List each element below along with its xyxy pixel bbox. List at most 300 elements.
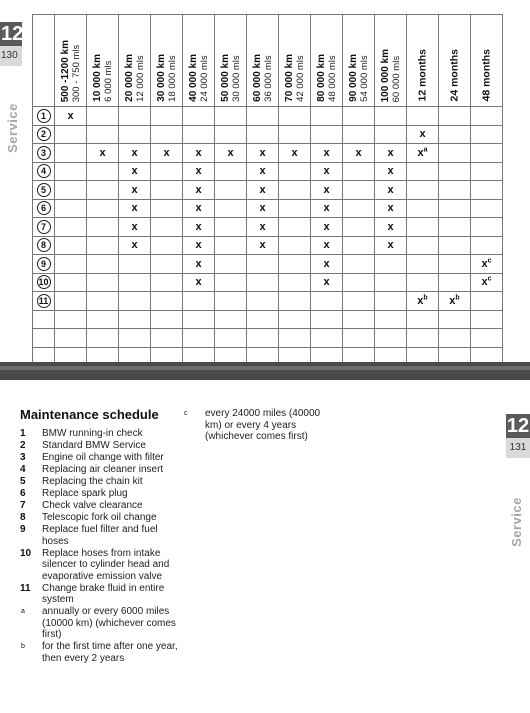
check-mark: x [323, 202, 330, 215]
legend-text: Engine oil change with filter [42, 452, 164, 463]
schedule-cell [407, 162, 439, 181]
interval-km: 20 000 km [123, 54, 135, 102]
schedule-cell [151, 273, 183, 292]
schedule-cell [247, 125, 279, 144]
schedule-cell [471, 255, 503, 274]
legend-text: Standard BMW Service [42, 440, 146, 451]
interval-miles: 300 - 750 mls [70, 44, 82, 102]
check-mark: x [419, 128, 426, 141]
footnote-ref: a [423, 146, 428, 154]
schedule-cell [55, 144, 87, 163]
section-title: Maintenance schedule [20, 407, 159, 422]
divider-stripe [0, 366, 530, 370]
interval-km: 48 months [480, 49, 492, 102]
column-header [279, 15, 311, 107]
check-mark: x [195, 257, 202, 270]
table-row [33, 236, 503, 255]
circled-number: 4 [37, 164, 51, 178]
check-mark: x [323, 146, 330, 159]
schedule-cell [471, 273, 503, 292]
footnote-item [183, 408, 333, 443]
footnote-ref: c [487, 275, 492, 283]
check-mark: x [323, 220, 330, 233]
chapter-number: 12 [1, 23, 24, 45]
schedule-cell [55, 162, 87, 181]
schedule-cell [311, 255, 343, 274]
check-mark: x [131, 183, 138, 196]
check-mark: $x^c$ [481, 275, 492, 289]
schedule-cell [119, 199, 151, 218]
legend-key: 10 [20, 547, 32, 559]
schedule-cell [247, 329, 279, 348]
schedule-cell [311, 181, 343, 200]
legend-item [20, 512, 180, 524]
schedule-cell [183, 273, 215, 292]
schedule-cell [375, 181, 407, 200]
column-header [343, 15, 375, 107]
schedule-cell [151, 218, 183, 237]
schedule-cell [375, 236, 407, 255]
check-mark: x [195, 276, 202, 289]
check-mark: x [259, 202, 266, 215]
schedule-cell [247, 236, 279, 255]
legend-text: Replace fuel filter and fuel hoses [42, 524, 158, 547]
schedule-cell [183, 236, 215, 255]
schedule-cell [279, 181, 311, 200]
schedule-cell [407, 218, 439, 237]
table-row [33, 125, 503, 144]
schedule-cell [247, 144, 279, 163]
schedule-cell [407, 181, 439, 200]
schedule-cell [311, 218, 343, 237]
schedule-cell [215, 329, 247, 348]
circled-number: 6 [37, 201, 51, 215]
table-row [33, 329, 503, 348]
interval-km: 90 000 km [347, 54, 359, 102]
schedule-cell [183, 162, 215, 181]
circled-number: 10 [38, 277, 49, 288]
row-number [33, 218, 55, 237]
header-corner [33, 15, 55, 107]
schedule-cell [471, 218, 503, 237]
schedule-cell [439, 144, 471, 163]
schedule-cell [151, 181, 183, 200]
circled-number: 8 [37, 238, 51, 252]
schedule-cell [407, 310, 439, 329]
schedule-cell [151, 107, 183, 126]
schedule-cell [311, 292, 343, 311]
schedule-cell [55, 181, 87, 200]
schedule-cell [87, 181, 119, 200]
check-mark: x [387, 165, 394, 178]
schedule-cell [87, 292, 119, 311]
schedule-cell [311, 162, 343, 181]
column-header [471, 15, 503, 107]
schedule-cell [119, 255, 151, 274]
schedule-cell [279, 125, 311, 144]
interval-km: 30 000 km [155, 54, 167, 102]
column-header [55, 15, 87, 107]
schedule-cell [183, 199, 215, 218]
legend-item [20, 524, 180, 547]
check-mark: x [131, 146, 138, 159]
schedule-cell [279, 107, 311, 126]
check-mark: x [195, 146, 202, 159]
schedule-cell [215, 199, 247, 218]
schedule-cell [279, 199, 311, 218]
schedule-cell [439, 255, 471, 274]
legend-key: 6 [20, 488, 26, 499]
schedule-cell [279, 236, 311, 255]
schedule-cell [55, 125, 87, 144]
check-mark: x [163, 146, 170, 159]
check-mark: x [323, 276, 330, 289]
check-mark: x [259, 220, 266, 233]
page-number: 131 [506, 438, 530, 458]
interval-km: 80 000 km [315, 54, 327, 102]
schedule-cell [183, 218, 215, 237]
row-number [33, 125, 55, 144]
footnote-ref: c [487, 257, 492, 265]
circled-number: 9 [37, 257, 51, 271]
check-mark: x [195, 239, 202, 252]
schedule-cell [247, 292, 279, 311]
interval-miles: 36 000 mls [262, 55, 274, 102]
schedule-cell [87, 310, 119, 329]
interval-miles: 48 000 mls [326, 55, 338, 102]
schedule-cell [215, 310, 247, 329]
schedule-cell [119, 125, 151, 144]
check-mark: x [195, 202, 202, 215]
schedule-cell [183, 181, 215, 200]
schedule-cell [279, 218, 311, 237]
schedule-cell [119, 292, 151, 311]
schedule-cell [407, 236, 439, 255]
schedule-cell [311, 329, 343, 348]
column-header [151, 15, 183, 107]
schedule-cell [215, 144, 247, 163]
row-number [33, 329, 55, 348]
schedule-cell [343, 292, 375, 311]
schedule-cell [119, 107, 151, 126]
check-mark: x [131, 220, 138, 233]
schedule-cell [439, 310, 471, 329]
schedule-cell [343, 181, 375, 200]
schedule-cell [407, 144, 439, 163]
schedule-cell [439, 199, 471, 218]
check-mark: x [259, 239, 266, 252]
schedule-cell [119, 236, 151, 255]
footnote-key: b [21, 643, 25, 650]
interval-miles: 18 000 mls [166, 55, 178, 102]
schedule-cell [279, 162, 311, 181]
schedule-cell [183, 125, 215, 144]
schedule-cell [439, 273, 471, 292]
schedule-cell [311, 310, 343, 329]
schedule-cell [183, 144, 215, 163]
schedule-cell [87, 125, 119, 144]
check-mark: x [227, 146, 234, 159]
schedule-cell [311, 199, 343, 218]
interval-km: 10 000 km [91, 54, 103, 102]
schedule-cell [215, 273, 247, 292]
schedule-cell [215, 292, 247, 311]
schedule-cell [151, 199, 183, 218]
schedule-cell [311, 236, 343, 255]
schedule-cell [439, 292, 471, 311]
legend-text: Replace hoses from intake silencer to cylinder head and evaporative emission valve [42, 547, 170, 582]
interval-miles: 54 000 mls [358, 55, 370, 102]
legend-text: Change brake fluid in entire system [42, 582, 165, 605]
schedule-cell [119, 218, 151, 237]
schedule-cell [151, 329, 183, 348]
check-mark: $x^c$ [481, 257, 492, 270]
schedule-cell [247, 273, 279, 292]
schedule-cell [183, 107, 215, 126]
schedule-cell [343, 218, 375, 237]
schedule-cell [375, 255, 407, 274]
schedule-cell [343, 236, 375, 255]
schedule-cell [471, 107, 503, 126]
footnote-ref: b [423, 294, 428, 302]
interval-km: 60 000 km [251, 54, 263, 102]
legend-item [20, 452, 180, 464]
check-mark: x [355, 146, 362, 159]
check-mark: x [131, 202, 138, 215]
schedule-cell [151, 255, 183, 274]
schedule-cell [279, 310, 311, 329]
column-header [439, 15, 471, 107]
schedule-cell [375, 199, 407, 218]
check-mark: x [387, 146, 394, 159]
section-label: Service [5, 103, 20, 153]
maintenance-schedule-table [32, 14, 503, 366]
schedule-cell [119, 162, 151, 181]
column-header [407, 15, 439, 107]
schedule-cell [119, 144, 151, 163]
schedule-cell [87, 236, 119, 255]
schedule-cell [87, 199, 119, 218]
check-mark: x [195, 165, 202, 178]
schedule-cell [215, 125, 247, 144]
check-mark: x [323, 257, 330, 270]
footnote-text: for the first time after one year, then every 2 years [42, 641, 178, 664]
check-mark: x [195, 183, 202, 196]
footnote-key: c [184, 410, 188, 417]
row-number [33, 107, 55, 126]
page-number: 130 [0, 46, 22, 66]
check-mark: x [387, 183, 394, 196]
schedule-cell [375, 292, 407, 311]
schedule-cell [375, 144, 407, 163]
schedule-cell [471, 162, 503, 181]
check-mark: x [131, 239, 138, 252]
circled-number: 11 [37, 294, 51, 308]
schedule-cell [87, 107, 119, 126]
check-mark: x [387, 239, 394, 252]
schedule-cell [407, 255, 439, 274]
table-row [33, 181, 503, 200]
table-row [33, 310, 503, 329]
table-row [33, 292, 503, 311]
interval-miles: 60 000 mls [390, 55, 402, 102]
interval-km: 100 000 km [379, 48, 391, 102]
schedule-cell [87, 144, 119, 163]
footnote-ref: b [455, 294, 460, 302]
schedule-cell [439, 218, 471, 237]
schedule-cell [151, 236, 183, 255]
schedule-cell [247, 218, 279, 237]
schedule-cell [247, 107, 279, 126]
schedule-cell [343, 329, 375, 348]
schedule-cell [151, 125, 183, 144]
schedule-cell [247, 181, 279, 200]
legend-key: 8 [20, 512, 26, 523]
footnote-text: annually or every 6000 miles (10000 km) (whichever comes first) [42, 606, 176, 640]
schedule-cell [343, 199, 375, 218]
interval-miles: 42 000 mls [294, 55, 306, 102]
row-number [33, 255, 55, 274]
schedule-cell [471, 236, 503, 255]
schedule-cell [407, 199, 439, 218]
footnote-item [20, 606, 180, 641]
column-header [375, 15, 407, 107]
schedule-cell [55, 255, 87, 274]
schedule-cell [375, 125, 407, 144]
schedule-cell [343, 144, 375, 163]
schedule-cell [55, 292, 87, 311]
interval-miles: 24 000 mls [198, 55, 210, 102]
schedule-cell [439, 236, 471, 255]
schedule-cell [311, 107, 343, 126]
legend-key: 4 [20, 464, 26, 475]
column-header [183, 15, 215, 107]
row-number [33, 236, 55, 255]
legend-text: Replacing the chain kit [42, 476, 143, 487]
legend-text: Telescopic fork oil change [42, 512, 157, 523]
schedule-cell [407, 292, 439, 311]
schedule-cell [183, 292, 215, 311]
table-row [33, 144, 503, 163]
schedule-cell [343, 125, 375, 144]
legend-key: 9 [20, 524, 26, 535]
row-number [33, 181, 55, 200]
row-number [33, 199, 55, 218]
row-number [33, 144, 55, 163]
schedule-cell [151, 162, 183, 181]
schedule-cell [119, 310, 151, 329]
schedule-cell [55, 218, 87, 237]
interval-miles: 30 000 mls [230, 55, 242, 102]
legend-text: BMW running-in check [42, 428, 143, 439]
schedule-cell [343, 310, 375, 329]
page-131 [0, 392, 530, 713]
chapter-tab [506, 414, 530, 458]
schedule-cell [375, 107, 407, 126]
chapter-tab [0, 22, 22, 66]
schedule-cell [215, 255, 247, 274]
schedule-cell [375, 162, 407, 181]
schedule-cell [183, 310, 215, 329]
schedule-cell [87, 273, 119, 292]
schedule-cell [375, 218, 407, 237]
schedule-cell [407, 329, 439, 348]
check-mark: x [387, 202, 394, 215]
interval-miles: 6 000 mls [102, 60, 114, 102]
schedule-cell [343, 273, 375, 292]
schedule-cell [439, 181, 471, 200]
schedule-cell [247, 310, 279, 329]
interval-km: 500 -1200 km [59, 39, 71, 102]
legend-key: 5 [20, 476, 26, 487]
schedule-cell [151, 144, 183, 163]
legend-item [20, 476, 180, 488]
legend-item [20, 548, 180, 583]
check-mark: x [387, 220, 394, 233]
check-mark: x [99, 146, 106, 159]
column-header [215, 15, 247, 107]
schedule-cell [55, 310, 87, 329]
schedule-cell [439, 162, 471, 181]
check-mark: x [259, 165, 266, 178]
schedule-cell [471, 181, 503, 200]
schedule-cell [247, 199, 279, 218]
schedule-cell [471, 199, 503, 218]
check-mark: x [323, 165, 330, 178]
check-mark: x [259, 146, 266, 159]
interval-km: 70 000 km [283, 54, 295, 102]
schedule-cell [55, 107, 87, 126]
schedule-cell [247, 162, 279, 181]
legend-key: 11 [20, 582, 31, 594]
schedule-cell [215, 181, 247, 200]
row-number [33, 292, 55, 311]
schedule-cell [471, 144, 503, 163]
check-mark: $x^a$ [417, 146, 428, 159]
schedule-cell [375, 273, 407, 292]
interval-km: 50 000 km [219, 54, 231, 102]
schedule-cell [439, 107, 471, 126]
legend-text: Replace spark plug [42, 488, 128, 499]
schedule-cell [119, 181, 151, 200]
interval-km: 24 months [448, 49, 460, 102]
legend-item [20, 464, 180, 476]
table-row [33, 218, 503, 237]
page-divider [0, 362, 530, 380]
footnote-item [20, 641, 180, 664]
legend-text: Replacing air cleaner insert [42, 464, 164, 475]
schedule-cell [471, 125, 503, 144]
column-header [247, 15, 279, 107]
schedule-cell [279, 144, 311, 163]
circled-number: 5 [37, 183, 51, 197]
check-mark: $x^b$ [417, 294, 428, 307]
row-number [33, 310, 55, 329]
schedule-cell [151, 292, 183, 311]
interval-miles: 12 000 mls [134, 55, 146, 102]
schedule-cell [407, 107, 439, 126]
legend-item [20, 428, 180, 440]
circled-number: 7 [37, 220, 51, 234]
column-header [311, 15, 343, 107]
schedule-cell [55, 329, 87, 348]
footnote-key: a [21, 608, 25, 615]
schedule-cell [439, 125, 471, 144]
column-header [119, 15, 151, 107]
footnote-text: every 24000 miles (40000 km) or every 4 years (whichever comes first) [205, 408, 321, 442]
footnote-list [183, 408, 333, 443]
schedule-cell [87, 162, 119, 181]
